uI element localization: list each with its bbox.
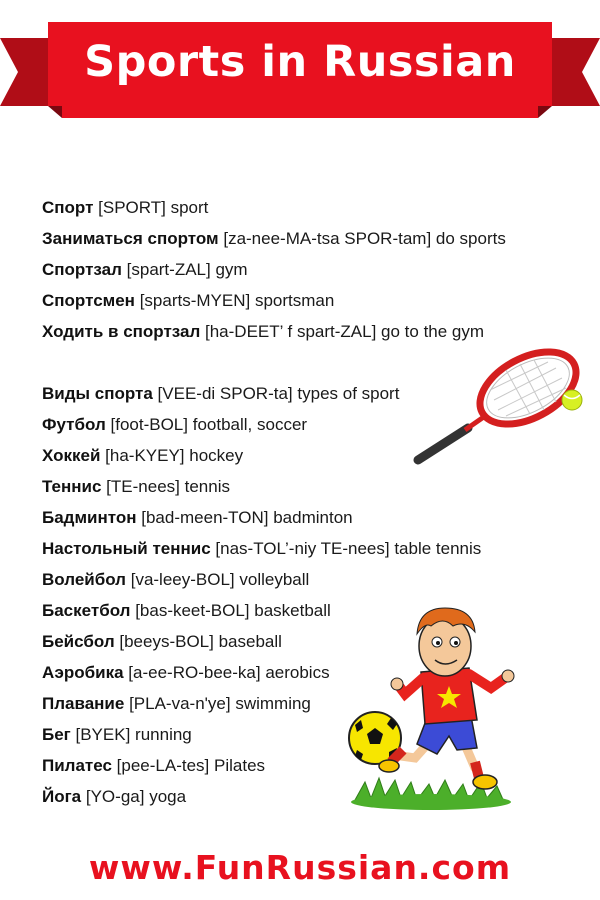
russian-word: Баскетбол [42, 601, 131, 620]
russian-word: Бейсбол [42, 632, 115, 651]
russian-word: Бадминтон [42, 508, 137, 527]
transliteration: [va-leey-BOL] [130, 570, 235, 589]
vocab-row [42, 285, 582, 316]
russian-word: Настольный теннис [42, 539, 211, 558]
russian-word: Пилатес [42, 756, 112, 775]
english-translation: football, soccer [192, 415, 308, 434]
transliteration: [a-ee-RO-bee-ka] [128, 663, 261, 682]
russian-word: Плавание [42, 694, 125, 713]
english-translation: sport [170, 198, 209, 217]
russian-word: Бег [42, 725, 71, 744]
english-translation: types of sport [297, 384, 400, 403]
transliteration: [PLA-va-n'ye] [129, 694, 231, 713]
english-translation: yoga [149, 787, 187, 806]
english-translation: go to the gym [381, 322, 485, 341]
english-translation: aerobics [265, 663, 330, 682]
transliteration: [YO-ga] [85, 787, 145, 806]
vocab-row [42, 533, 582, 564]
russian-word: Ходить в спортзал [42, 322, 201, 341]
english-translation: swimming [235, 694, 311, 713]
english-translation: Pilates [214, 756, 266, 775]
english-translation: do sports [435, 229, 506, 248]
transliteration: [nas-TOL’-niy TE-nees] [215, 539, 390, 558]
russian-word: Футбол [42, 415, 106, 434]
transliteration: [bad-meen-TON] [141, 508, 269, 527]
transliteration: [sparts-MYEN] [139, 291, 251, 310]
russian-word: Заниматься спортом [42, 229, 219, 248]
russian-word: Виды спорта [42, 384, 153, 403]
vocab-row [42, 316, 582, 347]
transliteration: [SPORT] [98, 198, 166, 217]
english-translation: tennis [184, 477, 230, 496]
vocab-row [42, 254, 582, 285]
vocab-row [42, 502, 582, 533]
transliteration: [spart-ZAL] [126, 260, 211, 279]
english-translation: sportsman [254, 291, 335, 310]
soccer-boy-illustration [345, 590, 525, 815]
page-title: Sports in Russian [84, 37, 516, 87]
russian-word: Спортсмен [42, 291, 135, 310]
english-translation: basketball [254, 601, 331, 620]
transliteration: [BYEK] [75, 725, 131, 744]
english-translation: gym [215, 260, 248, 279]
english-translation: table tennis [394, 539, 482, 558]
vocab-row [42, 223, 582, 254]
russian-word: Волейбол [42, 570, 126, 589]
transliteration: [za-nee-MA-tsa SPOR-tam] [223, 229, 432, 248]
footer-website-url: www.FunRussian.com [88, 848, 512, 887]
russian-word: Йога [42, 787, 82, 806]
transliteration: [beeys-BOL] [119, 632, 214, 651]
russian-word: Теннис [42, 477, 102, 496]
transliteration: [bas-keet-BOL] [135, 601, 250, 620]
english-translation: badminton [273, 508, 353, 527]
english-translation: running [135, 725, 192, 744]
russian-word: Спорт [42, 198, 94, 217]
transliteration: [pee-LA-tes] [116, 756, 210, 775]
vocab-row [42, 471, 582, 502]
russian-word: Хоккей [42, 446, 101, 465]
russian-word: Аэробика [42, 663, 124, 682]
english-translation: hockey [189, 446, 244, 465]
vocab-row [42, 192, 582, 223]
vocab-group-basics [42, 192, 582, 347]
transliteration: [foot-BOL] [110, 415, 188, 434]
transliteration: [ha-KYEY] [105, 446, 185, 465]
russian-word: Спортзал [42, 260, 122, 279]
transliteration: [VEE-di SPOR-ta] [157, 384, 293, 403]
transliteration: [ha-DEET’ f spart-ZAL] [205, 322, 377, 341]
english-translation: baseball [218, 632, 282, 651]
english-translation: volleyball [239, 570, 310, 589]
tennis-racket-icon [410, 348, 590, 468]
transliteration: [TE-nees] [106, 477, 180, 496]
